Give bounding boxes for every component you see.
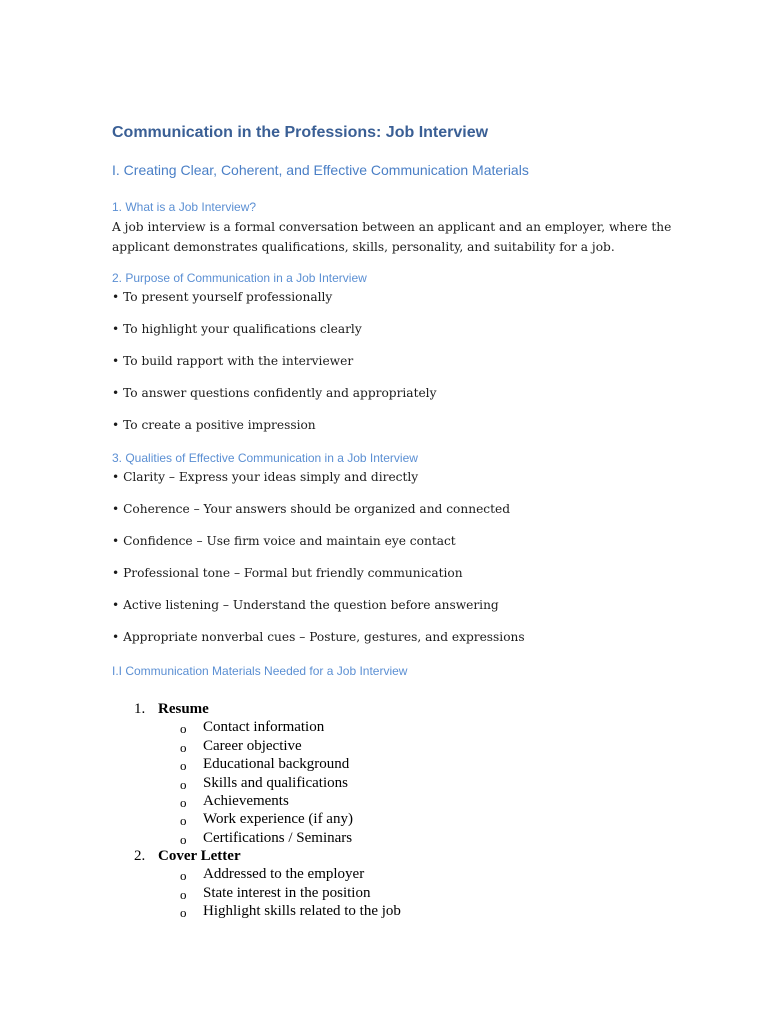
- resume-item: Skills and qualifications: [203, 775, 348, 791]
- resume-item: Educational background: [203, 756, 350, 772]
- quality-item: • Confidence – Use firm voice and maintain eye contact: [112, 534, 456, 548]
- quality-item: • Professional tone – Formal but friendly communication: [112, 566, 463, 580]
- quality-item: • Appropriate nonverbal cues – Posture, gestures, and expressions: [112, 630, 525, 644]
- sub-bullet-marker: o: [180, 777, 187, 792]
- quality-item: • Clarity – Express your ideas simply and directly: [112, 470, 419, 484]
- subheading-what-is-interview: 1. What is a Job Interview?: [112, 200, 257, 214]
- purpose-item: • To build rapport with the interviewer: [112, 354, 354, 368]
- quality-item: • Coherence – Your answers should be organized and connected: [112, 502, 511, 516]
- subheading-qualities: 3. Qualities of Effective Communication in a Job Interview: [112, 451, 418, 465]
- document-title: Communication in the Professions: Job Interview: [112, 124, 489, 141]
- subheading-materials: I.I Communication Materials Needed for a Job Interview: [112, 664, 408, 678]
- list-number: 1.: [134, 701, 146, 717]
- list-title-resume: Resume: [158, 701, 209, 717]
- cover-letter-item: State interest in the position: [203, 885, 371, 901]
- purpose-item: • To highlight your qualifications clearly: [112, 322, 362, 336]
- sub-bullet-marker: o: [180, 795, 187, 810]
- sub-bullet-marker: o: [180, 868, 187, 883]
- subheading-purpose: 2. Purpose of Communication in a Job Interview: [112, 271, 367, 285]
- cover-letter-item: Addressed to the employer: [203, 866, 365, 882]
- resume-item: Work experience (if any): [203, 811, 353, 827]
- sub-bullet-marker: o: [180, 905, 187, 920]
- purpose-item: • To answer questions confidently and appropriately: [112, 386, 437, 400]
- resume-item: Certifications / Seminars: [203, 830, 353, 846]
- sub-bullet-marker: o: [180, 887, 187, 902]
- sub-bullet-marker: o: [180, 813, 187, 828]
- list-number: 2.: [134, 848, 146, 864]
- purpose-item: • To present yourself professionally: [112, 290, 333, 304]
- resume-item: Achievements: [203, 793, 289, 809]
- sub-bullet-marker: o: [180, 721, 187, 736]
- section-heading: I. Creating Clear, Coherent, and Effective Communication Materials: [112, 162, 529, 178]
- sub-bullet-marker: o: [180, 832, 187, 847]
- resume-item: Contact information: [203, 719, 325, 735]
- sub-bullet-marker: o: [180, 740, 187, 755]
- quality-item: • Active listening – Understand the question before answering: [112, 598, 499, 612]
- definition-paragraph: A job interview is a formal conversation between an applicant and an employer, where the applicant demonstrates qualifications, skills, personality, and suitability for a job.: [112, 220, 672, 254]
- list-title-cover-letter: Cover Letter: [158, 848, 241, 864]
- purpose-item: • To create a positive impression: [112, 418, 316, 432]
- cover-letter-item: Highlight skills related to the job: [203, 903, 401, 919]
- sub-bullet-marker: o: [180, 758, 187, 773]
- resume-item: Career objective: [203, 738, 302, 754]
